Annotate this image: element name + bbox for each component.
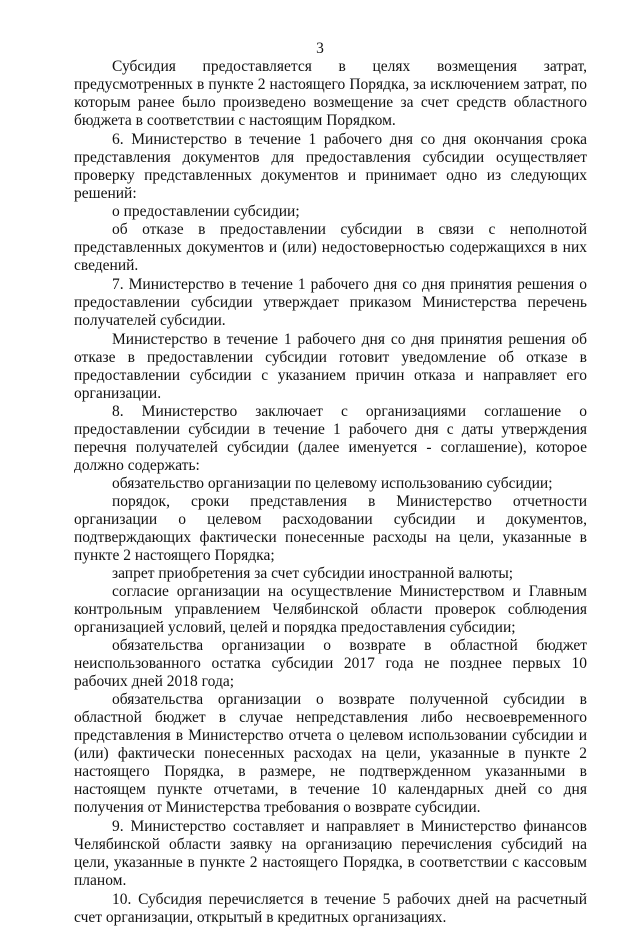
paragraph-return-unused-balance: обязательства организации о возврате в областной бюджет неиспользованного остатка субсидии 2017 года не позднее первых 10 рабочих дней 2018 года; [74,637,587,690]
paragraph-item-6: 6. Министерство в течение 1 рабочего дня со дня окончания срока представления документов для предоставления субсидии осуществляет проверку представленных документов и принимает одно из следующих решений: [74,131,587,202]
paragraph-decision-grant: о предоставлении субсидии; [112,203,300,220]
paragraph-currency-ban: запрет приобретения за счет субсидии иностранной валюты; [112,565,514,582]
paragraph-item-10: 10. Субсидия перечисляется в течение 5 рабочих дней на расчетный счет организации, открытый в кредитных организациях. [74,891,587,926]
paragraph-item-8: 8. Министерство заключает с организациями соглашение о предоставлении субсидии в течение 1 рабочего дня с даты утверждения перечня получателей субсидии (далее именуется - соглашение), которое должно содержать: [74,403,587,474]
paragraph-obligation-target-use: обязательство организации по целевому использованию субсидии; [112,475,553,492]
paragraph-decision-refusal: об отказе в предоставлении субсидии в связи с неполнотой представленных документов и (или) недостоверностью содержащихся в них сведений. [74,221,587,274]
paragraph-item-7: 7. Министерство в течение 1 рабочего дня со дня принятия решения о предоставлении субсидии утверждает приказом Министерства перечень получателей субсидии. [74,276,587,329]
paragraph-return-subsidy: обязательства организации о возврате полученной субсидии в областной бюджет в случае непредставления либо несвоевременного представления в Министерство отчета о целевом использовании субсидии и (или) фактически понесенных расходах на цели, указанные в пункте 2 настоящего Порядка, в размере, не подтвержденном указанными в настоящем пункте отчетами, в течение 10 календарных дней со дня получения от Министерства требования о возврате субсидии. [74,691,587,816]
page-number: 3 [316,40,324,57]
paragraph-refusal-notice: Министерство в течение 1 рабочего дня со дня принятия решения об отказе в предоставлении субсидии готовит уведомление об отказе в предоставлении субсидии с указанием причин отказа и направляет его организации. [74,331,587,402]
document-body [74,58,587,927]
paragraph-subsidy-purpose: Субсидия предоставляется в целях возмещения затрат, предусмотренных в пункте 2 настоящего Порядка, за исключением затрат, по которым ранее было произведено возмещение за счет средств областного бюджета в соответствии с настоящим Порядком. [74,58,587,129]
paragraph-item-9: 9. Министерство составляет и направляет в Министерство финансов Челябинской области заявку на организацию перечисления субсидий на цели, указанные в пункте 2 настоящего Порядка, в соответствии с кассовым планом. [74,818,587,889]
paragraph-reporting-procedure: порядок, сроки представления в Министерство отчетности организации о целевом расходовании субсидии и документов, подтверждающих фактически понесенные расходы на цели, указанные в пункте 2 настоящего Порядка; [74,493,587,564]
paragraph-audit-consent: согласие организации на осуществление Министерством и Главным контрольным управлением Челябинской области проверок соблюдения организацией условий, целей и порядка предоставления субсидии; [74,583,587,636]
